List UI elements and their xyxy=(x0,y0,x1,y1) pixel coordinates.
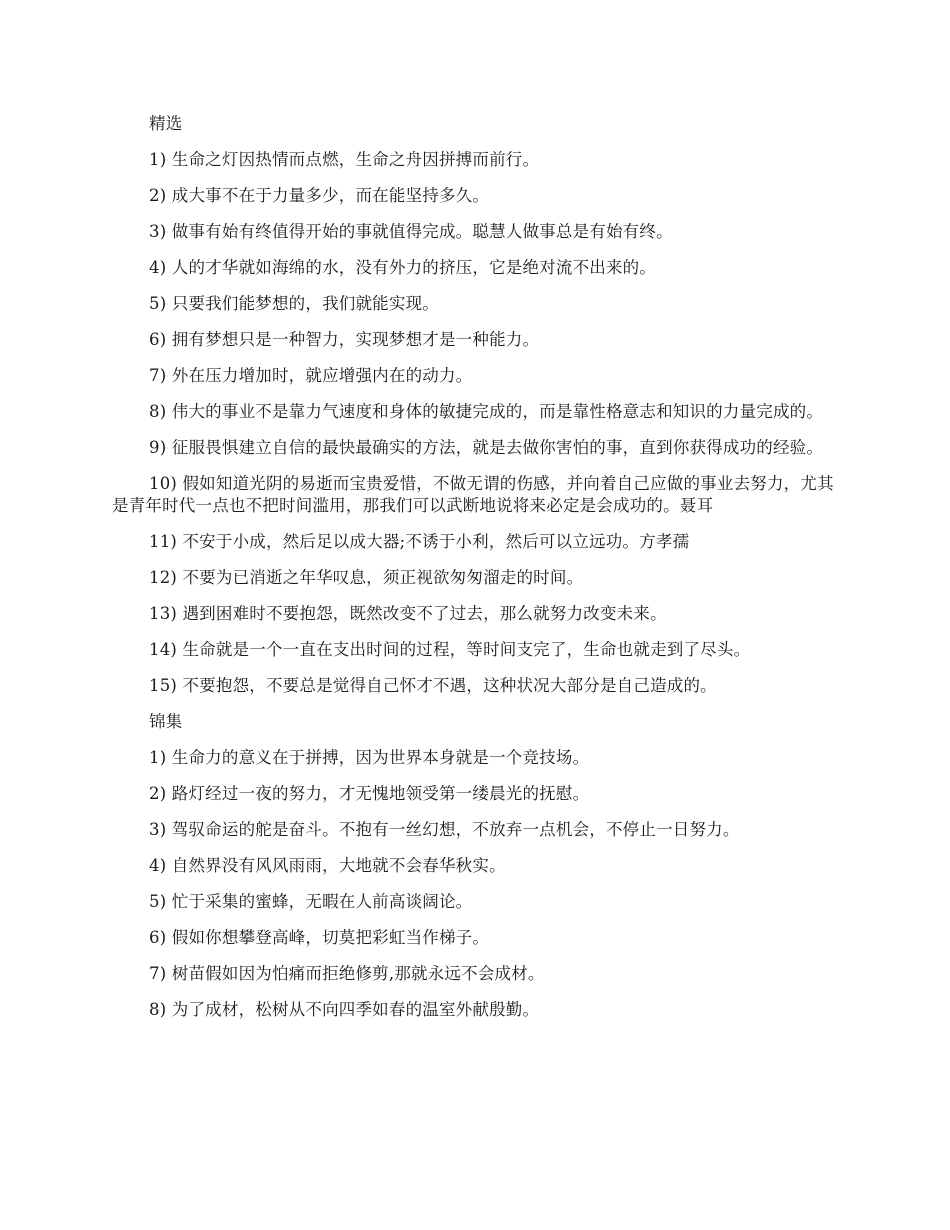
section-heading-jinji: 锦集 xyxy=(149,712,183,731)
quote-item: 5) 只要我们能梦想的，我们就能实现。 xyxy=(149,294,439,313)
quote-item: 7) 树苗假如因为怕痛而拒绝修剪,那就永远不会成材。 xyxy=(149,964,545,983)
quote-item: 4) 自然界没有风风雨雨，大地就不会春华秋实。 xyxy=(149,856,506,875)
quote-item: 8) 伟大的事业不是靠力气速度和身体的敏捷完成的，而是靠性格意志和知识的力量完成的。 xyxy=(149,402,824,421)
quote-item: 9) 征服畏惧建立自信的最快最确实的方法，就是去做你害怕的事，直到你获得成功的经验。 xyxy=(149,438,824,457)
quote-item: 2) 成大事不在于力量多少，而在能坚持多久。 xyxy=(149,186,490,205)
quote-item: 15) 不要抱怨，不要总是觉得自己怀才不遇，这种状况大部分是自己造成的。 xyxy=(149,676,717,695)
quote-item: 5) 忙于采集的蜜蜂，无暇在人前高谈阔论。 xyxy=(149,892,473,911)
quote-item: 3) 驾驭命运的舵是奋斗。不抱有一丝幻想，不放弃一点机会，不停止一日努力。 xyxy=(149,820,740,839)
quote-item: 7) 外在压力增加时，就应增强内在的动力。 xyxy=(149,366,473,385)
quote-item: 3) 做事有始有终值得开始的事就值得完成。聪慧人做事总是有始有终。 xyxy=(149,222,673,241)
quote-item: 6) 拥有梦想只是一种智力，实现梦想才是一种能力。 xyxy=(149,330,540,349)
quote-item: 2) 路灯经过一夜的努力，才无愧地领受第一缕晨光的抚慰。 xyxy=(149,784,590,803)
quote-item: 4) 人的才华就如海绵的水，没有外力的挤压，它是绝对流不出来的。 xyxy=(149,258,657,277)
quote-item: 11) 不安于小成，然后足以成大器;不诱于小利，然后可以立远功。方孝孺 xyxy=(149,532,690,551)
document-page xyxy=(112,113,842,1035)
quote-item: 12) 不要为已消逝之年华叹息，须正视欲匆匆溜走的时间。 xyxy=(149,568,584,587)
section-heading-jingxuan: 精选 xyxy=(149,114,183,133)
quote-item: 1) 生命之灯因热情而点燃，生命之舟因拼搏而前行。 xyxy=(149,150,540,169)
quote-item: 13) 遇到困难时不要抱怨，既然改变不了过去，那么就努力改变未来。 xyxy=(149,604,667,623)
quote-item: 6) 假如你想攀登高峰，切莫把彩虹当作梯子。 xyxy=(149,928,490,947)
quote-item: 14) 生命就是一个一直在支出时间的过程，等时间支完了，生命也就走到了尽头。 xyxy=(149,640,751,659)
quote-item: 8) 为了成材，松树从不向四季如春的温室外献殷勤。 xyxy=(149,1000,540,1019)
quote-item: 10) 假如知道光阴的易逝而宝贵爱惜，不做无谓的伤感，并向着自己应做的事业去努力，尤其是青年时代一点也不把时间滥用，那我们可以武断地说将来必定是会成功的。聂耳 xyxy=(112,474,834,515)
quote-item: 1) 生命力的意义在于拼搏，因为世界本身就是一个竞技场。 xyxy=(149,748,590,767)
